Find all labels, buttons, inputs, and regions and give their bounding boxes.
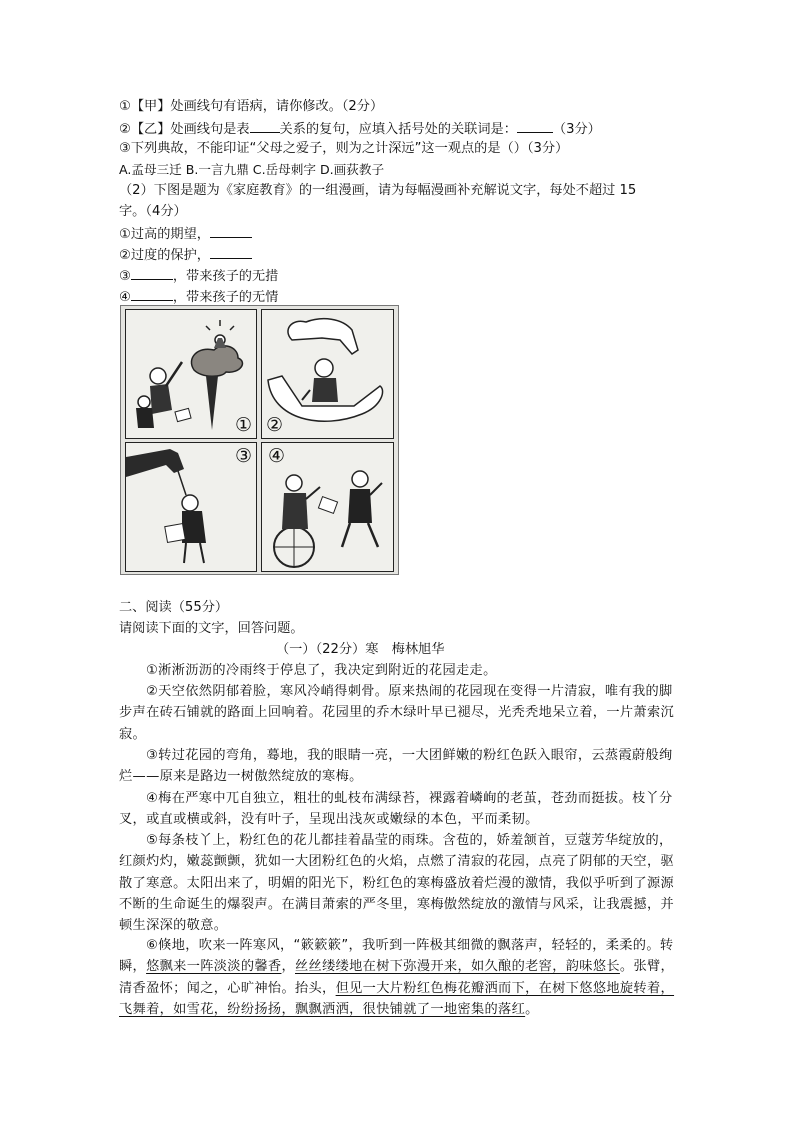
paragraph-3: ③转过花园的弯角，蓦地，我的眼睛一亮，一大团鲜嫩的粉红色跃入眼帘，云蒸霞蔚般绚烂——原来是路边一树傲然绽放的寒梅。 (119, 748, 673, 785)
section-instruction: 请阅读下面的文字，回答问题。 (119, 621, 304, 636)
paragraph-6-text: ， (281, 959, 295, 975)
q1-b-mid: 关系的复句，应填入括号处的关联词是： (279, 122, 517, 137)
paragraph-1: ①淅淅沥沥的冷雨终于停息了，我决定到附近的花园走走。 (146, 663, 497, 678)
underlined-sentence-a: 悠飘来一阵淡淡的馨香 (146, 959, 282, 975)
comic-panel-4 (261, 442, 394, 572)
answer-blank[interactable] (250, 118, 280, 133)
answer-blank[interactable] (517, 118, 553, 133)
q2-item-1 (119, 223, 252, 245)
section-heading: 二、阅读（55分） (119, 600, 229, 615)
q2-stem-line2: 字。（4分） (119, 204, 187, 219)
q1-b-post: （3分） (552, 122, 601, 137)
paragraph-6-text: 。 (525, 1001, 539, 1017)
paragraph-6 (119, 935, 679, 1020)
comic-panel-2 (261, 309, 394, 439)
paragraph-4: ④梅在严寒中兀自独立，粗壮的虬枝布满绿苔，裸露着嶙峋的老茧，苍劲而挺拔。枝丫分叉，或直或横或斜，没有叶子，呈现出浅灰或嫩绿的本色，平而柔韧。 (119, 791, 673, 828)
answer-blank[interactable] (131, 286, 173, 301)
paragraph-6-text: ⑥倏地，吹来一阵寒风，“簌簌簌”，我听到一阵极其细微的飘落声，轻轻的，柔柔的。转瞬， (119, 938, 674, 975)
q1-item-a: ①【甲】处画线句有语病，请你修改。（2分） (119, 99, 384, 114)
q1-options: A.孟母三迁 B.一言九鼎 C.岳母刺字 D.画荻教子 (119, 162, 385, 177)
q2-item-2-text: ②过度的保护， (119, 248, 210, 263)
underlined-sentence-b: 丝丝缕缕地在树下弥漫开来，如久酿的老窖，韵味悠长 (295, 959, 620, 975)
comic-family-education (120, 305, 399, 575)
paragraph-2: ②天空依然阴郁着脸，寒风冷峭得刺骨。原来热闹的花园现在变得一片清寂，唯有我的脚步声在砖石铺就的路面上回响着。花园里的乔木绿叶早已褪尽，光秃秃地呆立着，一片萧索沉寂。 (119, 684, 675, 742)
q2-item-3-post: ，带来孩子的无措 (172, 269, 279, 284)
article-title: （一）（22分）寒 梅林旭华 (276, 642, 445, 657)
q2-item-4-post: ，带来孩子的无情 (172, 290, 279, 305)
comic-panel-number: ④ (268, 445, 286, 467)
q1-item-b (119, 118, 601, 140)
comic-panel-number: ③ (234, 445, 252, 467)
answer-blank[interactable] (131, 265, 173, 280)
paragraph-6-text: 。张臂，清香盈怀；闻之，心旷神怡。抬头， (119, 959, 675, 996)
comic-panel-number: ② (266, 414, 284, 436)
comic-panel-3 (125, 442, 257, 572)
paragraph-5: ⑤每条枝丫上，粉红色的花儿都挂着晶莹的雨珠。含苞的，娇羞颔首，豆蔻芳华绽放的，红颜灼灼，嫩蕊颤颤，犹如一大团粉红色的火焰，点燃了清寂的花园，点亮了阴郁的天空，驱散了寒意。太阳出来了，明媚的阳光下，粉红色的寒梅盛放着烂漫的激情，我似乎听到了源源不断的生命诞生的爆裂声。在满目萧索的严冬里，寒梅傲然绽放的激情与风采，让我震撼，并顿生深深的敬意。 (119, 833, 675, 934)
q2-item-3 (119, 265, 278, 287)
q1-item-c: ③下列典故，不能印证“父母之爱子，则为之计深远”这一观点的是（）（3分） (119, 141, 569, 156)
q2-item-3-pre: ③ (119, 269, 131, 284)
comic-panel-number: ① (234, 414, 252, 436)
q2-item-1-text: ①过高的期望， (119, 227, 210, 242)
comic-panel-1 (125, 309, 257, 439)
answer-blank[interactable] (210, 223, 252, 238)
q2-stem-line1: （2）下图是题为《家庭教育》的一组漫画，请为每幅漫画补充解说文字，每处不超过 15 (119, 183, 637, 198)
q2-item-4-pre: ④ (119, 290, 131, 305)
q2-item-2 (119, 244, 252, 266)
q1-b-pre: ②【乙】处画线句是表 (119, 122, 250, 137)
answer-blank[interactable] (210, 244, 252, 259)
underlined-sentence-c: 但见一大片粉红色梅花瓣洒而下，在树下悠悠地旋转着，飞舞着，如雪花，纷纷扬扬，飘飘洒洒，很快铺就了一地密集的落红 (119, 980, 675, 1017)
